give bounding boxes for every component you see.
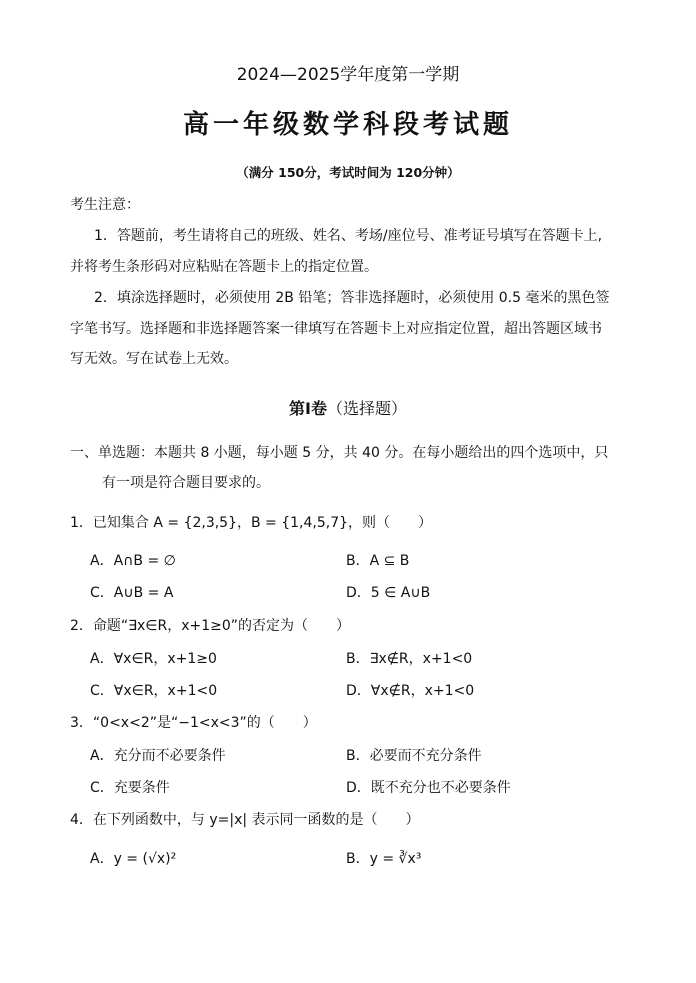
notice-item-2-line-2: 字笔书写。选择题和非选择题答案一律填写在答题卡上对应指定位置，超出答题区域书 — [70, 321, 602, 337]
question-2-option-d: D．∀x∉R，x+1<0 — [346, 683, 475, 699]
question-3-option-c: C．充要条件 — [90, 780, 170, 796]
question-4-stem: 4．在下列函数中，与 y=|x| 表示同一函数的是（ ） — [70, 812, 420, 828]
question-4-option-b: B．y = ∛x³ — [346, 851, 422, 867]
part-instruction-line-1: 一、单选题：本题共 8 小题，每小题 5 分，共 40 分。在每小题给出的四个选项中，只 — [70, 445, 609, 461]
question-1-option-a: A．A∩B = ∅ — [90, 553, 176, 569]
notice-item-2-line-1: 2．填涂选择题时，必须使用 2B 铅笔；答非选择题时，必须使用 0.5 毫米的黑色签 — [94, 290, 610, 306]
question-2-option-b: B．∃x∉R，x+1<0 — [346, 651, 473, 667]
question-1-stem: 1．已知集合 A = {2,3,5}，B = {1,4,5,7}，则（ ） — [70, 515, 433, 531]
exam-title: 高一年级数学科段考试题 — [182, 110, 513, 140]
question-3-option-a: A．充分而不必要条件 — [90, 748, 226, 764]
question-1-option-c: C．A∪B = A — [90, 585, 174, 601]
notice-item-1-line-2: 并将考生条形码对应粘贴在答题卡上的指定位置。 — [70, 259, 378, 275]
question-2-option-a: A．∀x∈R，x+1≥0 — [90, 651, 217, 667]
section-title — [0, 396, 696, 419]
section-title-rest: （选择题） — [326, 399, 407, 418]
exam-info: （满分 150分，考试时间为 120分钟） — [236, 165, 460, 180]
question-3-option-d: D．既不充分也不必要条件 — [346, 780, 511, 796]
notice-item-1-line-1: 1．答题前，考生请将自己的班级、姓名、考场/座位号、准考证号填写在答题卡上, — [94, 228, 603, 244]
notice-heading: 考生注意： — [70, 197, 140, 213]
notice-item-2-line-3: 写无效。写在试卷上无效。 — [70, 351, 238, 367]
question-3-stem: 3．“0<x<2”是“−1<x<3”的（ ） — [70, 715, 317, 731]
question-3-option-b: B．必要而不充分条件 — [346, 748, 482, 764]
question-1-option-b: B．A ⊆ B — [346, 553, 410, 569]
part-instruction-line-2: 有一项是符合题目要求的。 — [102, 475, 270, 491]
year-term: 2024—2025学年度第一学期 — [236, 65, 460, 85]
question-4-option-a: A．y = (√x)² — [90, 851, 177, 867]
section-title-bold: 第Ⅰ卷 — [289, 399, 327, 418]
question-2-stem: 2．命题“∃x∈R，x+1≥0”的否定为（ ） — [70, 618, 351, 634]
question-1-option-d: D．5 ∈ A∪B — [346, 585, 431, 601]
question-2-option-c: C．∀x∈R，x+1<0 — [90, 683, 218, 699]
